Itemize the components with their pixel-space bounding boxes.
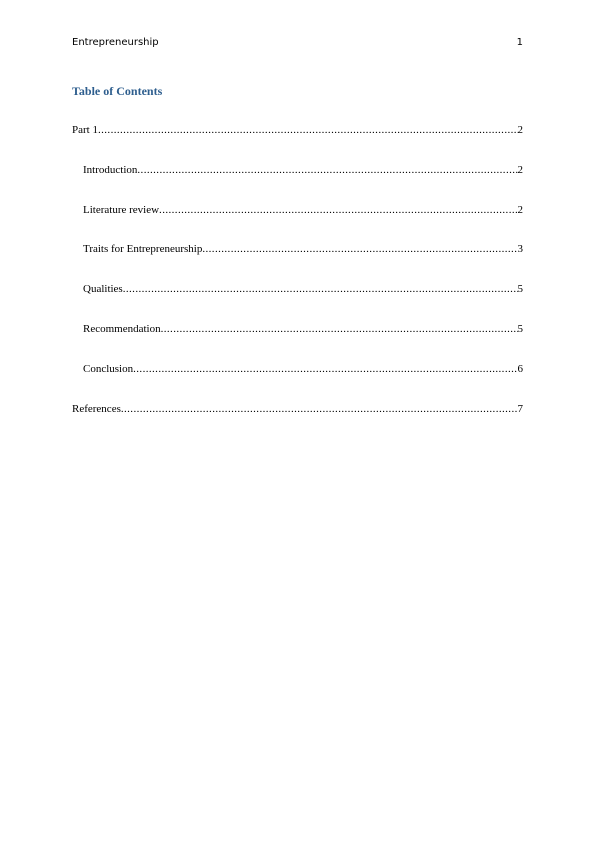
toc-entry-page: 3: [517, 243, 523, 256]
toc-dot-leader: [123, 281, 518, 297]
toc-entry-page: 5: [517, 322, 523, 335]
toc-dot-leader: [202, 241, 517, 257]
toc-entry-references[interactable]: [72, 401, 523, 417]
toc-dot-leader: [161, 321, 518, 337]
toc-entry-qualities[interactable]: [72, 281, 523, 297]
toc-entry-page: 2: [517, 203, 523, 216]
toc-entry-label: Recommendation: [83, 322, 161, 335]
toc-entry-page: 6: [517, 362, 523, 375]
toc-entry-part-1[interactable]: [72, 122, 523, 138]
toc-entry-page: 5: [517, 283, 523, 296]
header-title: Entrepreneurship: [72, 37, 159, 48]
toc-heading: Table of Contents: [72, 84, 163, 98]
toc-dot-leader: [159, 202, 517, 218]
toc-entry-label: Traits for Entrepreneurship: [83, 243, 203, 256]
toc-entry-literature-review[interactable]: [72, 202, 523, 218]
toc-entry-label: Literature review: [83, 203, 160, 216]
toc-entry-page: 2: [517, 163, 523, 176]
toc-entry-recommendation[interactable]: [72, 321, 523, 337]
toc-dot-leader: [98, 122, 518, 138]
toc-entry-introduction[interactable]: [72, 162, 523, 178]
page-header: [72, 36, 523, 50]
toc-entry-page: 2: [517, 124, 523, 136]
toc-entry-label: Part 1: [72, 124, 98, 136]
toc-dot-leader: [137, 162, 517, 178]
toc-entry-label: Qualities: [83, 283, 123, 296]
toc-dot-leader: [121, 401, 518, 417]
toc-list: [72, 122, 523, 440]
toc-dot-leader: [133, 361, 517, 377]
toc-entry-label: Conclusion: [83, 362, 134, 375]
toc-entry-label: Introduction: [83, 163, 138, 176]
toc-entry-page: 7: [517, 402, 523, 415]
toc-entry-conclusion[interactable]: [72, 361, 523, 377]
toc-entry-label: References: [72, 402, 121, 415]
header-page-number: 1: [516, 37, 523, 48]
toc-entry-traits[interactable]: [72, 241, 523, 257]
